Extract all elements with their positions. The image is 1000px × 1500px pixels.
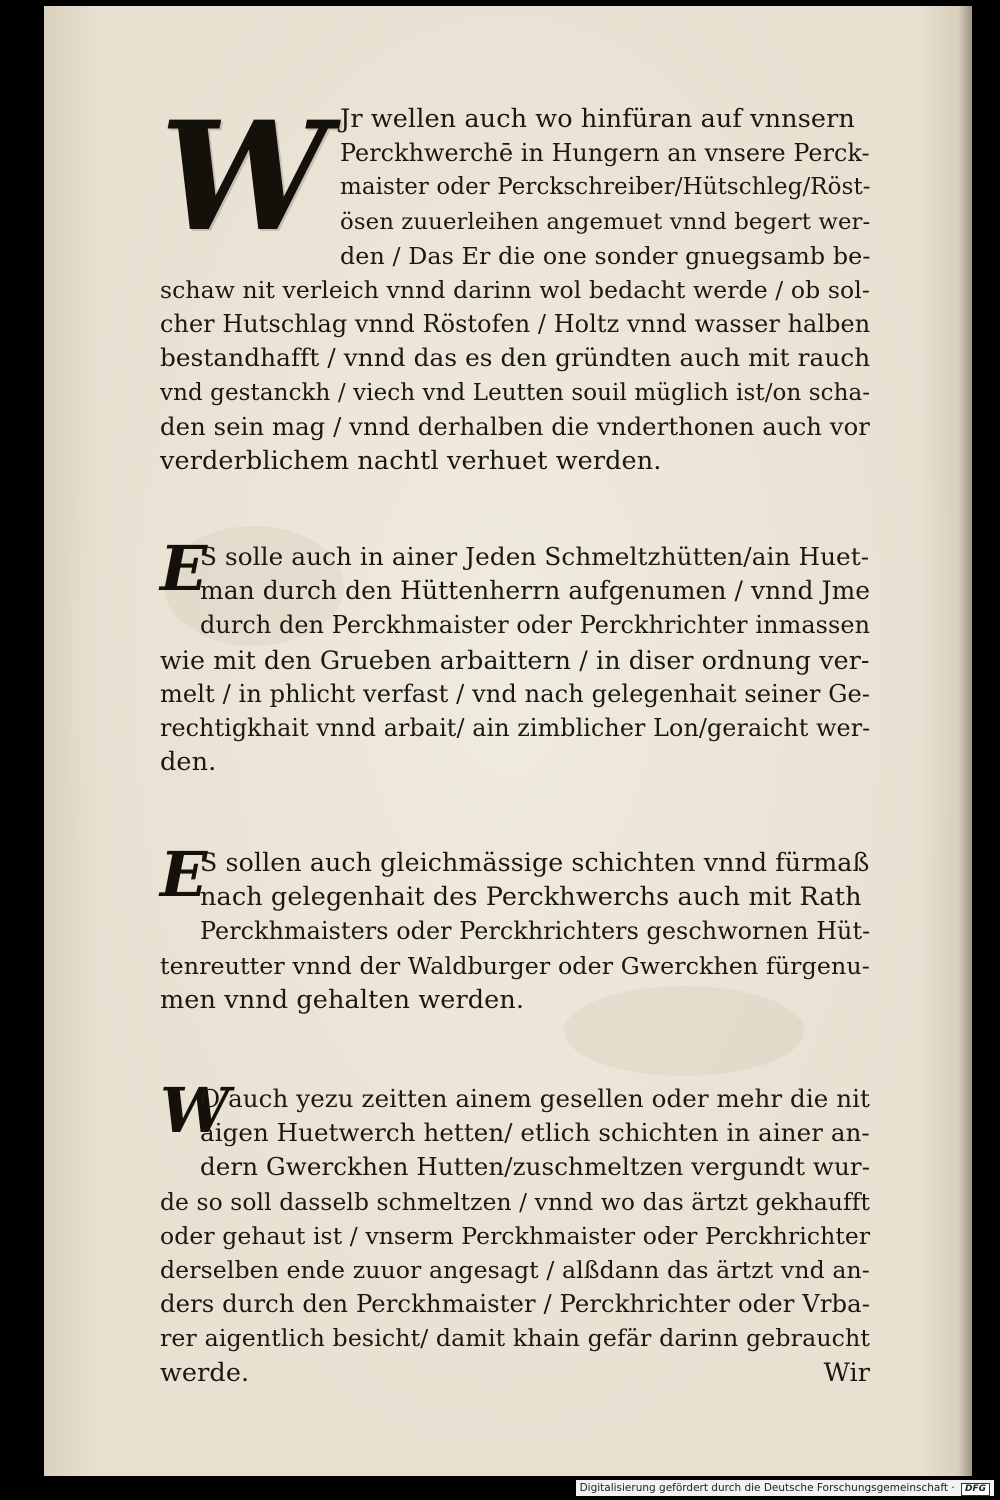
decorated-initial-e: E	[160, 532, 208, 605]
text-line: O auch yezu zeitten ainem gesellen oder mehr die nit	[200, 1084, 871, 1113]
decorated-initial-e: E	[160, 838, 208, 911]
text-line: oder gehaut ist / vnserm Perckhmaister oder Perckhrichter	[160, 1221, 871, 1250]
text-line: maister oder Perckschreiber/Hütschleg/Röst-	[340, 174, 871, 201]
text-line: ders durch den Perckhmaister / Perckhrichter oder Vrba-	[160, 1289, 871, 1319]
text-line: bestandhafft / vnnd das es den gründten auch mit rauch	[160, 343, 871, 373]
text-line: durch den Perckhmaister oder Perckhrichter inmassen	[200, 611, 871, 640]
paragraph-1	[160, 89, 871, 478]
text-line: verderblichem nachtl verhuet werden.	[160, 446, 662, 477]
text-line: den.	[160, 747, 217, 778]
text-line: nach gelegenhait des Perckhwerchs auch mit Rath	[200, 882, 862, 913]
text-line: Perckhwerchē in Hungern an vnsere Perck-	[340, 139, 870, 168]
text-line: cher Hutschlag vnnd Röstofen / Holtz vnnd wasser halben	[160, 310, 871, 339]
dfg-logo: DFG	[961, 1483, 990, 1496]
text-line: werde.	[160, 1357, 250, 1388]
footer-text: Digitalisierung gefördert durch die Deutsche Forschungsgemeinschaft ·	[579, 1482, 955, 1494]
text-line: den / Das Er die one sonder gnuegsamb be-	[340, 241, 871, 270]
text-line: rer aigentlich besicht/ damit khain gefär darinn gebraucht	[160, 1324, 871, 1353]
text-line: ösen zuuerleihen angemuet vnnd begert wer-	[340, 208, 871, 235]
text-line: derselben ende zuuor angesagt / alßdann das ärtzt vnd an-	[160, 1256, 870, 1285]
text-line: schaw nit verleich vnnd darinn wol bedacht werde / ob sol-	[160, 276, 870, 305]
digitization-credit-footer	[576, 1480, 994, 1496]
catchword: Wir	[823, 1357, 870, 1388]
text-line: melt / in phlicht verfast / vnd nach gelegenhait seiner Ge-	[160, 679, 871, 708]
text-line: aigen Huetwerch hetten/ etlich schichten in ainer an-	[200, 1118, 870, 1148]
text-line: men vnnd gehalten werden.	[160, 984, 525, 1015]
decorated-initial-w: W	[160, 89, 329, 265]
text-line: de so soll dasselb schmeltzen / vnnd wo das ärtzt gekhaufft	[160, 1187, 871, 1216]
paragraph-3	[160, 838, 871, 1017]
paragraph-2	[160, 532, 871, 779]
text-line: man durch den Hüttenherrn aufgenumen / vnnd Jme	[200, 576, 871, 606]
text-line-last	[160, 1356, 870, 1390]
paragraph-4	[160, 1074, 871, 1390]
text-line: rechtigkhait vnnd arbait/ ain zimblicher Lon/geraicht wer-	[160, 714, 871, 743]
text-line: wie mit den Grueben arbaittern / in diser ordnung ver-	[160, 644, 870, 675]
book-page	[44, 6, 972, 1476]
text-line: vnd gestanckh / viech vnd Leutten souil müglich ist/on scha-	[160, 379, 871, 406]
page-edge-shadow	[958, 6, 972, 1476]
text-line: Jr wellen auch wo hinfüran auf vnnsern	[340, 104, 855, 134]
text-line: den sein mag / vnnd derhalben die vnderthonen auch vor	[160, 411, 870, 441]
text-line: dern Gwerckhen Hutten/zuschmeltzen vergundt wur-	[200, 1152, 871, 1182]
text-line: tenreutter vnnd der Waldburger oder Gwerckhen fürgenu-	[160, 951, 870, 980]
text-line: S solle auch in ainer Jeden Schmeltzhütten/ain Huet-	[200, 542, 870, 571]
text-line: S sollen auch gleichmässige schichten vnnd fürmaß	[200, 848, 870, 877]
text-line: Perckhmaisters oder Perckhrichters geschwornen Hüt-	[200, 917, 871, 946]
decorated-initial-w: W	[160, 1074, 230, 1147]
